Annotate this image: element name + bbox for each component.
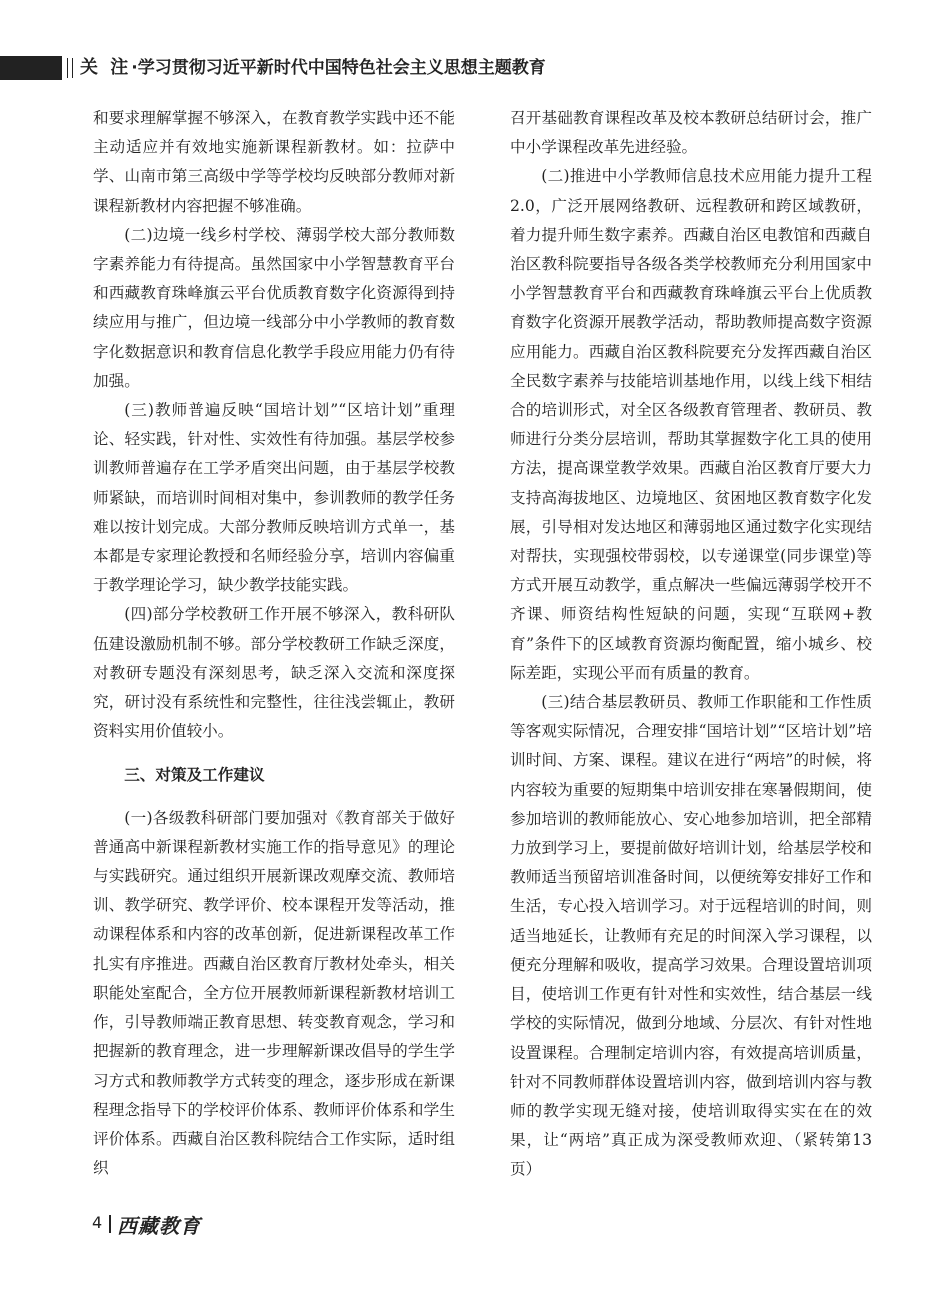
journal-logo: 西藏教育: [117, 1214, 201, 1238]
paragraph: (三)结合基层教研员、教师工作职能和工作性质等客观实际情况，合理安排“国培计划”“区培计划”培训时间、方案、课程。建议在进行“两培”的时候，将内容较为重要的短期集中培训安排在寒暑假期间，使参加培训的教师能放心、安心地参加培训，把全部精力放到学习上，要提前做好培训计划，给基层学校和教师适当预留培训准备时间，以便统筹安排好工作和生活，专心投入培训学习。对于远程培训的时间，则适当地延长，让教师有充足的时间深入学习课程，以便充分理解和吸收，提高学习效果。合理设置培训项目，使培训工作更有针对性和实效性，结合基层一线学校的实际情况，做到分地域、分层次、有针对性地设置课程。合理制定培训内容，有效提高培训质量，针对不同教师群体设置培训内容，做到培训内容与教师的教学实现无缝对接，使培训取得实实在在的效果，让“两培”真正成为深受教师欢迎、（紧转第13页）: [510, 693, 872, 1179]
paragraph: (二)边境一线乡村学校、薄弱学校大部分教师数字素养能力有待提高。虽然国家中小学智慧教育平台和西藏教育珠峰旗云平台优质教育数字化资源得到持续应用与推广，但边境一线部分中小学教师的教育数字化数据意识和教育信息化教学手段应用能力仍有待加强。: [93, 225, 455, 390]
paragraph: (三)教师普遍反映“国培计划”“区培计划”重理论、轻实践，针对性、实效性有待加强。基层学校参训教师普遍存在工学矛盾突出问题，由于基层学校教师紧缺，而培训时间相对集中，参训教师的教学任务难以按计划完成。大部分教师反映培训方式单一，基本都是专家理论教授和名师经验分享，培训内容偏重于教学理论学习，缺少教学技能实践。: [93, 401, 455, 595]
header-bar: [0, 56, 62, 80]
footer-separator: [109, 1215, 111, 1233]
header-separator: [67, 58, 73, 78]
paragraph: (二)推进中小学教师信息技术应用能力提升工程2.0，广泛开展网络教研、远程教研和跨区域教研，着力提升师生数字素养。西藏自治区电教馆和西藏自治区教科院要指导各级各类学校教师充分利用国家中小学智慧教育平台和西藏教育珠峰旗云平台上优质教育数字化资源开展教学活动，帮助教师提高数字资源应用能力。西藏自治区教科院要充分发挥西藏自治区全民数字素养与技能培训基地作用，以线上线下相结合的培训形式，对全区各级教育管理者、教研员、教师进行分类分层培训，帮助其掌握数字化工具的使用方法，提高课堂教学效果。西藏自治区教育厅要大力支持高海拔地区、边境地区、贫困地区教育数字化发展，引导相对发达地区和薄弱地区通过数字化实现结对帮扶，实现强校带弱校，以专递课堂(同步课堂)等方式开展互动教学，重点解决一些偏远薄弱学校开不齐课、师资结构性短缺的问题，实现“互联网+教育”条件下的区域教育资源均衡配置，缩小城乡、校际差距，实现公平而有质量的教育。: [510, 167, 872, 682]
paragraph: 召开基础教育课程改革及校本教研总结研讨会，推广中小学课程改革先进经验。: [510, 109, 872, 157]
section-heading: 三、对策及工作建议: [124, 765, 265, 785]
left-column: [93, 104, 455, 1183]
paragraph: (四)部分学校教研工作开展不够深入，教科研队伍建设激励机制不够。部分学校教研工作缺乏深度，对教研专题没有深刻思考，缺乏深入交流和深度探究，研讨没有系统性和完整性，往往浅尝辄止，教研资料实用价值较小。: [93, 605, 455, 741]
running-header: [80, 56, 546, 80]
paragraph: 和要求理解掌握不够深入，在教育教学实践中还不能主动适应并有效地实施新课程新教材。如：拉萨中学、山南市第三高级中学等学校均反映部分教师对新课程新教材内容把握不够准确。: [93, 109, 455, 215]
page-number: 4: [92, 1213, 103, 1232]
right-column: [510, 104, 872, 1185]
paragraph: (一)各级教科研部门要加强对《教育部关于做好普通高中新课程新教材实施工作的指导意见》的理论与实践研究。通过组织开展新课改观摩交流、教师培训、教学研究、教学评价、校本课程开发等活动，推动课程体系和内容的改革创新，促进新课程改革工作扎实有序推进。西藏自治区教育厅教材处牵头，相关职能处室配合，全方位开展教师新课程新教材培训工作，引导教师端正教育思想、转变教育观念，学习和把握新的教育理念，进一步理解新课改倡导的学生学习方式和教师教学方式转变的理念，逐步形成在新课程理念指导下的学校评价体系、教师评价体系和学生评价体系。西藏自治区教科院结合工作实际，适时组织: [93, 808, 455, 1178]
header-lead: 关 注: [80, 57, 132, 78]
header-title: ·学习贯彻习近平新时代中国特色社会主义思想主题教育: [131, 58, 546, 78]
